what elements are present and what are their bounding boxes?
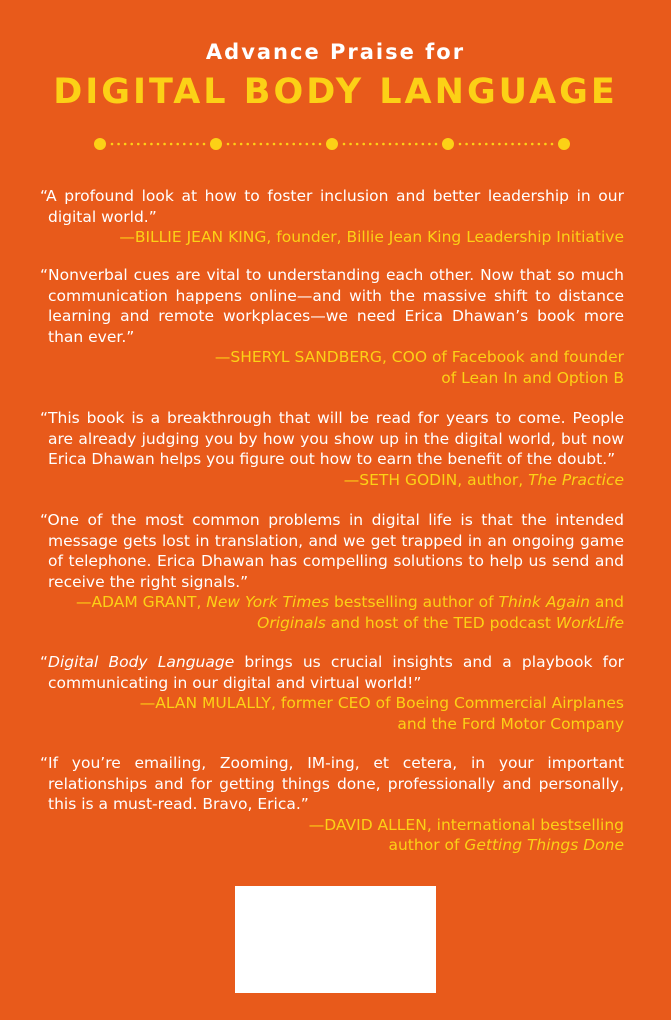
divider-dot-small (246, 143, 249, 146)
divider-dot-small (240, 143, 243, 146)
blurb-alan-mulally (40, 652, 624, 734)
divider-dot-small (395, 143, 398, 146)
divider-dot-small (279, 143, 282, 146)
quote-text: brings us crucial insights and a playbook for communicating in our digital and virtual world!” (48, 653, 624, 692)
divider-dot-small (505, 143, 508, 146)
divider-dot-small (260, 143, 263, 146)
divider-dot-small (273, 143, 276, 146)
dotted-divider (92, 136, 572, 152)
divider-dot-small (428, 143, 431, 146)
attribution-text: and (589, 593, 624, 611)
divider-dot-small (478, 143, 481, 146)
divider-dot-small (190, 143, 193, 146)
attribution-line (40, 592, 624, 613)
blurb-adam-grant (40, 510, 624, 633)
book-title-italic: Getting Things Done (464, 836, 624, 854)
blurb-seth-godin (40, 408, 624, 490)
divider-dot-small (382, 143, 385, 146)
book-title-italic: Digital Body Language (48, 653, 235, 671)
divider-dot-large (442, 138, 454, 150)
attribution-text: —SETH GODIN, author, (343, 470, 529, 489)
attribution-line: —SHERYL SANDBERG, COO of Facebook and founder (214, 348, 624, 366)
divider-dot-small (356, 143, 359, 146)
blurb-attribution: —BILLIE JEAN KING, founder, Billie Jean King Leadership Initiative (119, 228, 624, 246)
attribution-line (40, 613, 624, 634)
divider-dot-small (111, 143, 114, 146)
divider-dot-large (94, 138, 106, 150)
divider-dot-small (362, 143, 365, 146)
divider-dot-small (472, 143, 475, 146)
divider-dot-small (402, 143, 405, 146)
attribution-line: —ALAN MULALLY, former CEO of Boeing Commercial Airplanes (139, 694, 624, 712)
book-title: DIGITAL BODY LANGUAGE (53, 72, 618, 112)
divider-dot-small (492, 143, 495, 146)
divider-dot-small (157, 143, 160, 146)
divider-dot-small (144, 143, 147, 146)
divider-dot-small (518, 143, 521, 146)
divider-dot-small (369, 143, 372, 146)
attribution-text: bestselling author of (329, 593, 499, 611)
divider-dot-large (210, 138, 222, 150)
book-title-italic: Think Again (498, 593, 590, 611)
divider-dot-large (558, 138, 570, 150)
divider-dot-small (163, 143, 166, 146)
blurb-billie-jean-king (40, 186, 624, 248)
divider-dot-small (531, 143, 534, 146)
divider-dot-small (415, 143, 418, 146)
attribution-line: and the Ford Motor Company (397, 714, 624, 733)
blurb-quote: “If you’re emailing, Zooming, IM-ing, et cetera, in your important relationships and for getting things done, professionally and personally, this is a must-read. Bravo, Erica.” (40, 754, 624, 813)
divider-dot-small (408, 143, 411, 146)
blurb-quote: “Nonverbal cues are vital to understanding each other. Now that so much communication happens online—and with the massive shift to distance learning and remote workplaces—we need Erica Dhawan’s book more than ever.” (40, 266, 624, 346)
divider-dot-small (349, 143, 352, 146)
divider-dot-large (326, 138, 338, 150)
divider-dot-small (170, 143, 173, 146)
divider-dot-small (422, 143, 425, 146)
divider-dot-small (176, 143, 179, 146)
divider-dot-small (376, 143, 379, 146)
divider-dot-small (538, 143, 541, 146)
divider-dot-small (183, 143, 186, 146)
blurb-attribution (40, 347, 624, 388)
divider-dot-small (196, 143, 199, 146)
blurb-attribution (40, 470, 624, 491)
blurb-attribution (40, 592, 624, 633)
divider-dot-small (498, 143, 501, 146)
divider-dot-small (286, 143, 289, 146)
divider-dot-small (389, 143, 392, 146)
attribution-text: author of (388, 836, 465, 854)
divider-dot-small (124, 143, 127, 146)
podcast-title-italic: WorkLife (555, 613, 624, 632)
book-title-italic: The Practice (528, 470, 624, 489)
barcode-placeholder (235, 886, 436, 993)
blurb-david-allen (40, 753, 624, 856)
divider-dot-small (524, 143, 527, 146)
attribution-line (40, 835, 624, 856)
divider-dot-small (544, 143, 547, 146)
divider-dot-small (137, 143, 140, 146)
attribution-line: of Lean In and Option B (441, 368, 624, 387)
divider-dot-small (465, 143, 468, 146)
divider-dot-small (312, 143, 315, 146)
divider-dot-small (233, 143, 236, 146)
divider-dot-small (343, 143, 346, 146)
divider-dot-small (203, 143, 206, 146)
blurb-quote (40, 652, 624, 693)
divider-dot-small (511, 143, 514, 146)
attribution-text: —ADAM GRANT, (75, 593, 207, 611)
divider-dot-small (306, 143, 309, 146)
divider-dot-small (485, 143, 488, 146)
blurb-attribution (40, 693, 624, 734)
blurb-sheryl-sandberg (40, 265, 624, 388)
divider-dot-small (459, 143, 462, 146)
divider-dot-small (253, 143, 256, 146)
divider-dot-small (319, 143, 322, 146)
divider-dot-small (266, 143, 269, 146)
divider-dot-small (551, 143, 554, 146)
quote-open-mark: “ (40, 653, 49, 671)
blurb-attribution (40, 815, 624, 856)
divider-dot-small (292, 143, 295, 146)
blurb-quote: “This book is a breakthrough that will be read for years to come. People are already judging you by how you show up in the digital world, but now Erica Dhawan helps you figure out how to earn the benefit of the doubt.” (40, 409, 624, 468)
divider-dot-small (227, 143, 230, 146)
attribution-line: —DAVID ALLEN, international bestselling (308, 815, 624, 834)
divider-dot-small (435, 143, 438, 146)
divider-dot-small (299, 143, 302, 146)
header-subtitle: Advance Praise for (205, 40, 466, 64)
blurb-quote: “One of the most common problems in digital life is that the intended message gets lost in translation, and we get trapped in an ongoing game of telephone. Erica Dhawan has compelling solutions to help us send and receive the right signals.” (40, 511, 624, 591)
divider-dot-small (130, 143, 133, 146)
book-title-italic: Originals (257, 613, 326, 632)
divider-dot-small (117, 143, 120, 146)
divider-dot-small (150, 143, 153, 146)
blurb-quote: “A profound look at how to foster inclusion and better leadership in our digital world.” (40, 187, 624, 226)
attribution-text: and host of the TED podcast (325, 613, 556, 632)
publication-italic: New York Times (206, 593, 330, 611)
